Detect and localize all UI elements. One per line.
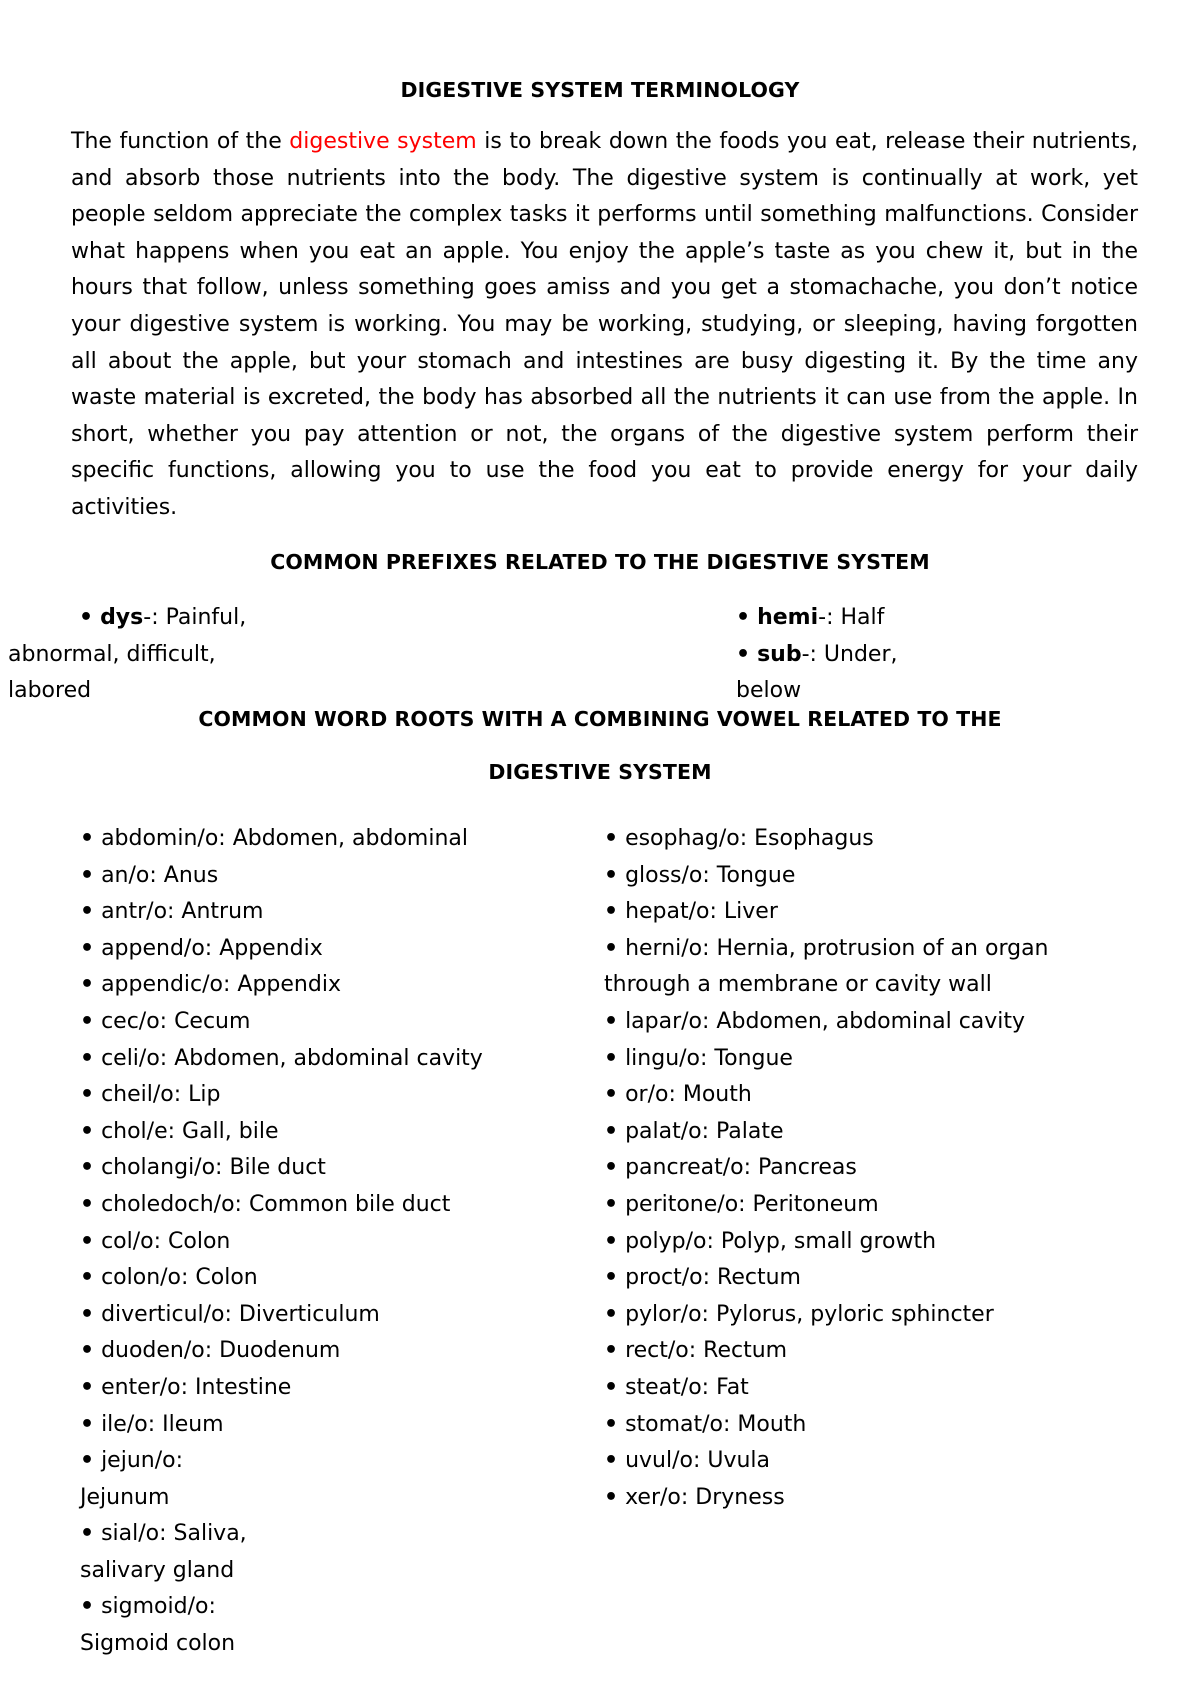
list-item [80, 1114, 580, 1151]
list-item [604, 1480, 1164, 1517]
bullet-icon: • [604, 1301, 619, 1327]
prefix-term: dys [100, 605, 144, 630]
root-text: hepat/o: Liver [625, 899, 778, 925]
roots-left-column [80, 821, 580, 1663]
root-text: esophag/o: Esophagus [625, 826, 874, 851]
list-item [80, 821, 580, 858]
bullet-icon: • [604, 1118, 619, 1144]
list-item [80, 858, 580, 895]
root-text: colon/o: Colon [101, 1265, 258, 1291]
root-text: lingu/o: Tongue [625, 1045, 793, 1071]
prefix-term: hemi [757, 605, 819, 630]
bullet-icon: • [604, 1008, 619, 1034]
list-item [604, 1150, 1164, 1187]
root-text: gloss/o: Tongue [625, 862, 796, 888]
list-item [604, 1297, 1164, 1334]
root-text: polyp/o: Polyp, small growth [625, 1228, 937, 1254]
list-item [604, 858, 1164, 895]
bullet-icon: • [80, 972, 95, 998]
root-text: sial/o: Saliva, [101, 1521, 247, 1547]
prefixes-left-column [8, 600, 488, 704]
bullet-icon: • [80, 1301, 95, 1327]
bullet-icon: • [604, 1338, 619, 1364]
root-text: xer/o: Dryness [625, 1484, 785, 1510]
root-text: cheil/o: Lip [101, 1082, 221, 1108]
list-item [604, 1114, 1164, 1151]
bullet-icon: • [80, 899, 95, 925]
list-item [604, 1370, 1164, 1407]
bullet-icon: • [604, 1082, 619, 1108]
list-item [604, 1077, 1164, 1114]
bullet-icon: • [604, 1448, 619, 1474]
prefixes-heading: COMMON PREFIXES RELATED TO THE DIGESTIVE SYSTEM [270, 550, 930, 574]
prefix-item-dys [8, 600, 488, 637]
intro-text-rest: is to break down the foods you eat, release their nutrients, and absorb those nutrients into the body. The digestive system is continually at work, yet people seldom appreciate the complex tasks it performs until something malfunctions. Consider what happens when you eat an apple. You enjoy the apple’s taste as you chew it, but in the hours that follow, unless something goes amiss and you get a stomachache, you don’t notice your digestive system is working. You may be working, studying, or sleeping, having forgotten all about the apple, but your stomach and intestines are busy digesting it. By the time any waste material is excreted, the body has absorbed all the nutrients it can use from the apple. In short, whether you pay attention or not, the organs of the digestive system perform their specific functions, allowing you to use the food you eat to provide energy for your daily activities. [71, 129, 1138, 520]
list-item [80, 1407, 580, 1444]
bullet-icon: • [604, 1191, 619, 1217]
root-text: stomat/o: Mouth [625, 1411, 807, 1437]
list-item [604, 1224, 1164, 1261]
roots-heading-line2: DIGESTIVE SYSTEM [488, 760, 712, 784]
prefix-definition: -: Painful, [143, 605, 247, 630]
list-item [80, 1297, 580, 1334]
root-text: chol/e: Gall, bile [101, 1118, 279, 1144]
list-item [604, 821, 1164, 858]
bullet-icon: • [80, 862, 95, 888]
bullet-icon: • [80, 1045, 95, 1071]
bullet-icon: • [604, 1045, 619, 1071]
list-item [80, 1443, 580, 1480]
prefix-definition-continued: abnormal, difficult, [8, 641, 216, 667]
prefix-definition-continued: labored [8, 678, 92, 704]
list-item [80, 1370, 580, 1407]
list-item [604, 1187, 1164, 1224]
bullet-icon: • [80, 1338, 95, 1364]
root-text: choledoch/o: Common bile duct [101, 1191, 451, 1217]
root-text: an/o: Anus [101, 862, 219, 888]
root-text: rect/o: Rectum [625, 1338, 788, 1364]
bullet-icon: • [80, 1228, 95, 1254]
root-text: palat/o: Palate [625, 1118, 784, 1144]
bullet-icon: • [604, 1265, 619, 1291]
prefix-definition-continued: below [736, 678, 802, 704]
bullet-icon: • [80, 1008, 95, 1034]
list-item [80, 931, 580, 968]
root-text: jejun/o: [101, 1448, 183, 1474]
bullet-icon: • [80, 1118, 95, 1144]
root-text: pancreat/o: Pancreas [625, 1155, 857, 1181]
bullet-icon: • [604, 1155, 619, 1181]
roots-right-column [604, 821, 1164, 1516]
bullet-icon: • [736, 605, 751, 630]
root-text: or/o: Mouth [625, 1082, 752, 1108]
prefixes-right-column [736, 600, 1136, 704]
root-text: steat/o: Fat [625, 1374, 749, 1400]
bullet-icon: • [604, 1374, 619, 1400]
root-text: col/o: Colon [101, 1228, 231, 1254]
list-item [604, 1443, 1164, 1480]
root-text: abdomin/o: Abdomen, abdominal [101, 826, 468, 851]
list-item [604, 1407, 1164, 1444]
bullet-icon: • [79, 605, 94, 630]
root-text: herni/o: Hernia, protrusion of an organ [625, 935, 1049, 961]
root-text: duoden/o: Duodenum [101, 1338, 341, 1364]
prefix-term: sub [757, 641, 802, 667]
list-item [604, 1260, 1164, 1297]
list-item [80, 1187, 580, 1224]
root-text: cholangi/o: Bile duct [101, 1155, 326, 1181]
bullet-icon: • [80, 1374, 95, 1400]
bullet-icon: • [80, 1265, 95, 1291]
root-text: antr/o: Antrum [101, 899, 264, 925]
root-text: sigmoid/o: [101, 1594, 216, 1620]
root-text: uvul/o: Uvula [625, 1448, 771, 1474]
list-item [80, 1041, 580, 1078]
prefix-item-sub [736, 637, 1136, 674]
root-text: cec/o: Cecum [101, 1008, 251, 1034]
highlighted-term: digestive system [289, 129, 477, 154]
root-text: peritone/o: Peritoneum [625, 1191, 879, 1217]
list-item [604, 931, 1164, 968]
list-item [80, 1004, 580, 1041]
root-text: lapar/o: Abdomen, abdominal cavity [625, 1008, 1026, 1034]
root-text: pylor/o: Pylorus, pyloric sphincter [625, 1301, 994, 1327]
list-item-continued: through a membrane or cavity wall [604, 972, 992, 998]
root-text: enter/o: Intestine [101, 1374, 292, 1400]
list-item [604, 1004, 1164, 1041]
list-item [80, 1333, 580, 1370]
document-title: DIGESTIVE SYSTEM TERMINOLOGY [400, 78, 800, 102]
bullet-icon: • [80, 1594, 95, 1620]
root-text: appendic/o: Appendix [101, 972, 341, 998]
list-item [80, 894, 580, 931]
root-text: ile/o: Ileum [101, 1411, 224, 1437]
bullet-icon: • [604, 1228, 619, 1254]
list-item [604, 1041, 1164, 1078]
list-item [80, 1077, 580, 1114]
intro-text-start: The function of the [71, 129, 290, 154]
bullet-icon: • [80, 1521, 95, 1547]
root-text: append/o: Appendix [101, 935, 323, 961]
bullet-icon: • [736, 641, 751, 667]
bullet-icon: • [80, 935, 95, 961]
bullet-icon: • [604, 1411, 619, 1437]
root-text: diverticul/o: Diverticulum [101, 1301, 380, 1327]
list-item [80, 1150, 580, 1187]
bullet-icon: • [604, 1484, 619, 1510]
prefix-definition: -: Under, [801, 641, 898, 667]
bullet-icon: • [604, 862, 619, 888]
list-item [80, 967, 580, 1004]
list-item [80, 1260, 580, 1297]
intro-paragraph [71, 124, 1138, 527]
roots-heading-line1: COMMON WORD ROOTS WITH A COMBINING VOWEL RELATED TO THE [198, 707, 1002, 731]
root-text: celi/o: Abdomen, abdominal cavity [101, 1045, 483, 1071]
bullet-icon: • [80, 1155, 95, 1181]
bullet-icon: • [80, 1411, 95, 1437]
root-text: proct/o: Rectum [625, 1265, 801, 1291]
list-item-continued: Sigmoid colon [80, 1631, 236, 1657]
list-item [604, 894, 1164, 931]
list-item [80, 1516, 580, 1553]
list-item [604, 1333, 1164, 1370]
list-item-continued: Jejunum [80, 1484, 170, 1510]
bullet-icon: • [80, 1082, 95, 1108]
bullet-icon: • [604, 935, 619, 961]
bullet-icon: • [80, 1448, 95, 1474]
list-item [80, 1589, 580, 1626]
prefix-definition: -: Half [818, 605, 885, 630]
bullet-icon: • [604, 826, 619, 851]
list-item [80, 1224, 580, 1261]
bullet-icon: • [80, 1191, 95, 1217]
list-item-continued: salivary gland [80, 1557, 235, 1583]
prefix-item-hemi [736, 600, 1136, 637]
bullet-icon: • [604, 899, 619, 925]
bullet-icon: • [80, 826, 95, 851]
